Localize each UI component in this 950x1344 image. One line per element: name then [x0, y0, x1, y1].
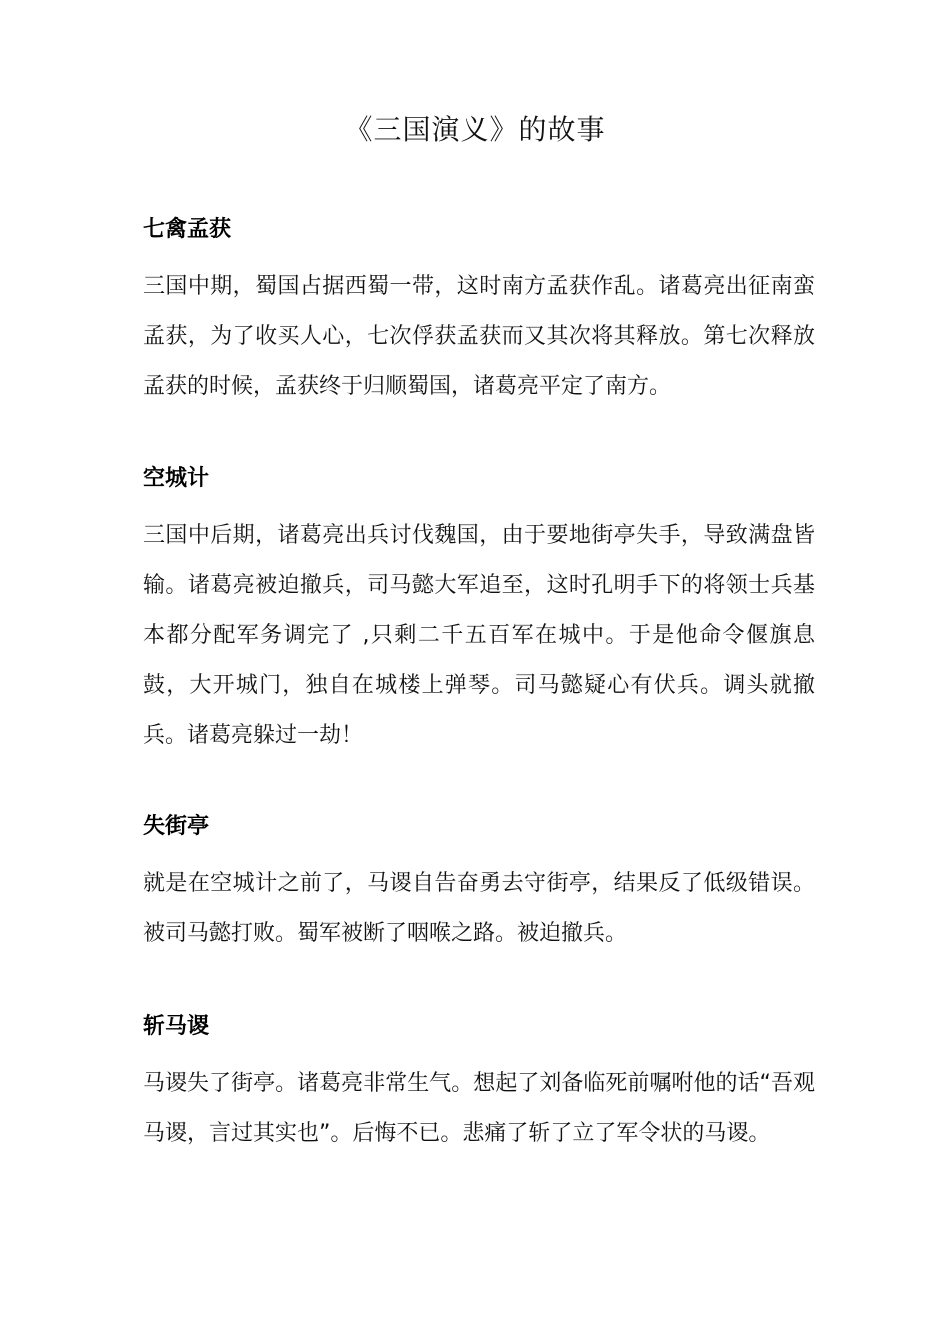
section-heading: 空城计 — [143, 466, 210, 491]
story-section-loss-of-jieting — [143, 810, 815, 959]
section-body: 三国中后期，诸葛亮出兵讨伐魏国，由于要地街亭失手，导致满盘皆输。诸葛亮被迫撤兵，司马懿大军追至，这时孔明手下的将领士兵基本都分配军务调完了 ,只剩二千五百军在城中。于是他命令偃旗息鼓，大开城门，独自在城楼上弹琴。司马懿疑心有伏兵。调头就撤兵。诸葛亮躲过一劫！ — [143, 523, 815, 748]
section-heading: 七禽孟获 — [143, 217, 232, 242]
story-section-empty-fort — [143, 462, 815, 761]
section-body: 就是在空城计之前了，马谡自告奋勇去守街亭，结果反了低级错误。被司马懿打败。蜀军被断了咽喉之路。被迫撤兵。 — [143, 871, 815, 946]
section-heading: 斩马谡 — [143, 1014, 210, 1039]
story-section-execution-of-ma-su — [143, 1010, 815, 1159]
document-title: 《三国演义》的故事 — [344, 113, 606, 146]
story-section-seven-captures — [143, 213, 815, 412]
section-heading: 失街亭 — [143, 814, 210, 839]
section-body: 马谡失了街亭。诸葛亮非常生气。想起了刘备临死前嘱咐他的话“吾观马谡，言过其实也”。后悔不已。悲痛了斩了立了军令状的马谡。 — [143, 1071, 815, 1146]
section-body: 三国中期，蜀国占据西蜀一带，这时南方孟获作乱。诸葛亮出征南蛮孟获，为了收买人心，七次俘获孟获而又其次将其释放。第七次释放孟获的时候，孟获终于归顺蜀国，诸葛亮平定了南方。 — [143, 274, 815, 399]
